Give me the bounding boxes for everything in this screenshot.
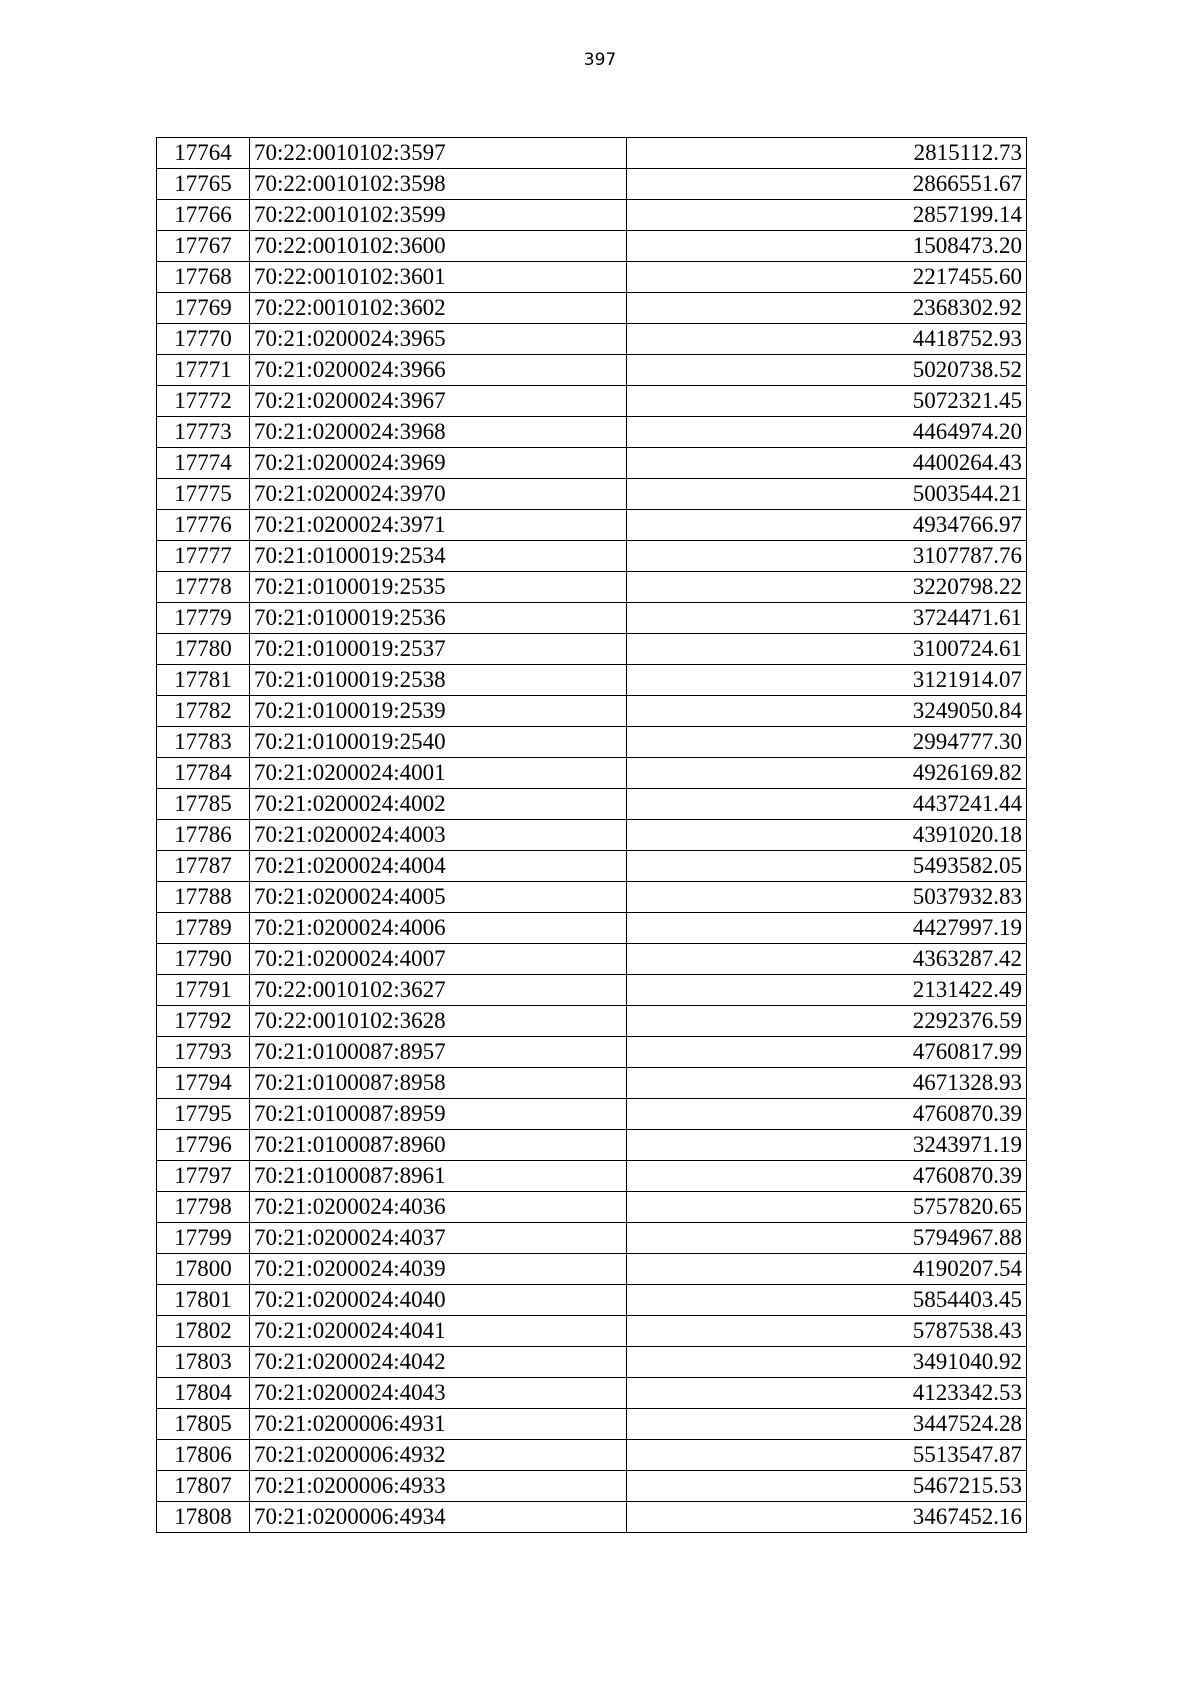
- row-number: 17802: [157, 1316, 250, 1347]
- cadastral-number: 70:21:0100019:2536: [250, 603, 627, 634]
- table-row: [157, 231, 1027, 262]
- row-number: 17801: [157, 1285, 250, 1316]
- cadastral-number: 70:21:0100087:8957: [250, 1037, 627, 1068]
- cadastral-number: 70:22:0010102:3601: [250, 262, 627, 293]
- cadastral-number: 70:21:0200024:4006: [250, 913, 627, 944]
- table-row: [157, 1068, 1027, 1099]
- cadastral-number: 70:21:0200006:4932: [250, 1440, 627, 1471]
- cadastral-number: 70:21:0100087:8960: [250, 1130, 627, 1161]
- cadastral-value: 4123342.53: [627, 1378, 1027, 1409]
- cadastral-value: 4464974.20: [627, 417, 1027, 448]
- cadastral-number: 70:21:0100019:2539: [250, 696, 627, 727]
- cadastral-number: 70:21:0200024:4040: [250, 1285, 627, 1316]
- cadastral-value: 4671328.93: [627, 1068, 1027, 1099]
- cadastral-value: 4400264.43: [627, 448, 1027, 479]
- table-row: [157, 851, 1027, 882]
- row-number: 17782: [157, 696, 250, 727]
- cadastral-number: 70:21:0200024:4004: [250, 851, 627, 882]
- table-row: [157, 262, 1027, 293]
- row-number: 17787: [157, 851, 250, 882]
- row-number: 17768: [157, 262, 250, 293]
- cadastral-number: 70:21:0200006:4931: [250, 1409, 627, 1440]
- cadastral-value: 4437241.44: [627, 789, 1027, 820]
- row-number: 17772: [157, 386, 250, 417]
- cadastral-value: 4363287.42: [627, 944, 1027, 975]
- row-number: 17791: [157, 975, 250, 1006]
- cadastral-number: 70:21:0200006:4933: [250, 1471, 627, 1502]
- cadastral-number: 70:22:0010102:3599: [250, 200, 627, 231]
- row-number: 17796: [157, 1130, 250, 1161]
- cadastral-value-table: [156, 137, 1027, 1533]
- cadastral-value: 2815112.73: [627, 138, 1027, 169]
- table-row: [157, 1471, 1027, 1502]
- table-row: [157, 479, 1027, 510]
- cadastral-number: 70:21:0100019:2537: [250, 634, 627, 665]
- row-number: 17778: [157, 572, 250, 603]
- cadastral-number: 70:21:0100087:8961: [250, 1161, 627, 1192]
- table-row: [157, 1409, 1027, 1440]
- cadastral-number: 70:21:0200024:3967: [250, 386, 627, 417]
- cadastral-value: 3107787.76: [627, 541, 1027, 572]
- cadastral-number: 70:21:0200024:3968: [250, 417, 627, 448]
- row-number: 17776: [157, 510, 250, 541]
- table-row: [157, 1099, 1027, 1130]
- row-number: 17774: [157, 448, 250, 479]
- cadastral-number: 70:21:0100019:2538: [250, 665, 627, 696]
- table-row: [157, 448, 1027, 479]
- row-number: 17790: [157, 944, 250, 975]
- row-number: 17767: [157, 231, 250, 262]
- table-row: [157, 355, 1027, 386]
- row-number: 17783: [157, 727, 250, 758]
- row-number: 17805: [157, 1409, 250, 1440]
- table-row: [157, 1440, 1027, 1471]
- cadastral-value: 1508473.20: [627, 231, 1027, 262]
- cadastral-number: 70:22:0010102:3628: [250, 1006, 627, 1037]
- row-number: 17808: [157, 1502, 250, 1533]
- cadastral-value: 3220798.22: [627, 572, 1027, 603]
- row-number: 17794: [157, 1068, 250, 1099]
- row-number: 17788: [157, 882, 250, 913]
- table-row: [157, 293, 1027, 324]
- cadastral-value: 3249050.84: [627, 696, 1027, 727]
- cadastral-value: 5003544.21: [627, 479, 1027, 510]
- table-row: [157, 975, 1027, 1006]
- cadastral-number: 70:21:0200024:3966: [250, 355, 627, 386]
- cadastral-value: 5493582.05: [627, 851, 1027, 882]
- table-row: [157, 1130, 1027, 1161]
- cadastral-number: 70:22:0010102:3627: [250, 975, 627, 1006]
- cadastral-number: 70:21:0200024:3971: [250, 510, 627, 541]
- table-row: [157, 820, 1027, 851]
- table-row: [157, 882, 1027, 913]
- row-number: 17769: [157, 293, 250, 324]
- cadastral-value: 5020738.52: [627, 355, 1027, 386]
- table-row: [157, 696, 1027, 727]
- row-number: 17800: [157, 1254, 250, 1285]
- row-number: 17781: [157, 665, 250, 696]
- row-number: 17780: [157, 634, 250, 665]
- cadastral-value: 4391020.18: [627, 820, 1027, 851]
- cadastral-number: 70:21:0200006:4934: [250, 1502, 627, 1533]
- table-row: [157, 510, 1027, 541]
- cadastral-value: 5467215.53: [627, 1471, 1027, 1502]
- cadastral-number: 70:21:0100019:2540: [250, 727, 627, 758]
- table-row: [157, 541, 1027, 572]
- row-number: 17792: [157, 1006, 250, 1037]
- cadastral-value: 4427997.19: [627, 913, 1027, 944]
- table-row: [157, 1223, 1027, 1254]
- cadastral-number: 70:21:0200024:4039: [250, 1254, 627, 1285]
- row-number: 17765: [157, 169, 250, 200]
- table-row: [157, 386, 1027, 417]
- cadastral-value: 2866551.67: [627, 169, 1027, 200]
- cadastral-number: 70:21:0200024:3969: [250, 448, 627, 479]
- row-number: 17807: [157, 1471, 250, 1502]
- table-row: [157, 417, 1027, 448]
- cadastral-number: 70:21:0100019:2534: [250, 541, 627, 572]
- table-row: [157, 572, 1027, 603]
- cadastral-value: 3447524.28: [627, 1409, 1027, 1440]
- table-row: [157, 1037, 1027, 1068]
- table-row: [157, 1316, 1027, 1347]
- cadastral-number: 70:22:0010102:3600: [250, 231, 627, 262]
- cadastral-number: 70:21:0200024:4041: [250, 1316, 627, 1347]
- page-number: 397: [583, 50, 617, 70]
- row-number: 17785: [157, 789, 250, 820]
- cadastral-value: 2292376.59: [627, 1006, 1027, 1037]
- row-number: 17795: [157, 1099, 250, 1130]
- table-row: [157, 169, 1027, 200]
- cadastral-number: 70:21:0200024:4005: [250, 882, 627, 913]
- cadastral-value: 4190207.54: [627, 1254, 1027, 1285]
- cadastral-value: 5513547.87: [627, 1440, 1027, 1471]
- cadastral-value: 4760870.39: [627, 1099, 1027, 1130]
- table-row: [157, 1192, 1027, 1223]
- cadastral-value: 4926169.82: [627, 758, 1027, 789]
- row-number: 17806: [157, 1440, 250, 1471]
- cadastral-value: 2217455.60: [627, 262, 1027, 293]
- cadastral-number: 70:22:0010102:3598: [250, 169, 627, 200]
- table-row: [157, 665, 1027, 696]
- cadastral-value: 3724471.61: [627, 603, 1027, 634]
- cadastral-value: 4760817.99: [627, 1037, 1027, 1068]
- cadastral-number: 70:21:0200024:3965: [250, 324, 627, 355]
- table-row: [157, 1285, 1027, 1316]
- table-row: [157, 634, 1027, 665]
- row-number: 17797: [157, 1161, 250, 1192]
- cadastral-number: 70:22:0010102:3597: [250, 138, 627, 169]
- row-number: 17798: [157, 1192, 250, 1223]
- row-number: 17799: [157, 1223, 250, 1254]
- row-number: 17777: [157, 541, 250, 572]
- table-row: [157, 138, 1027, 169]
- table-row: [157, 758, 1027, 789]
- cadastral-value: 3243971.19: [627, 1130, 1027, 1161]
- cadastral-value: 5794967.88: [627, 1223, 1027, 1254]
- table-row: [157, 200, 1027, 231]
- table-row: [157, 789, 1027, 820]
- row-number: 17803: [157, 1347, 250, 1378]
- cadastral-number: 70:21:0200024:4001: [250, 758, 627, 789]
- cadastral-number: 70:21:0200024:4042: [250, 1347, 627, 1378]
- cadastral-value: 4934766.97: [627, 510, 1027, 541]
- row-number: 17771: [157, 355, 250, 386]
- row-number: 17784: [157, 758, 250, 789]
- cadastral-value: 2857199.14: [627, 200, 1027, 231]
- row-number: 17770: [157, 324, 250, 355]
- row-number: 17786: [157, 820, 250, 851]
- cadastral-number: 70:22:0010102:3602: [250, 293, 627, 324]
- cadastral-value: 5854403.45: [627, 1285, 1027, 1316]
- cadastral-value: 2994777.30: [627, 727, 1027, 758]
- row-number: 17764: [157, 138, 250, 169]
- table-row: [157, 1347, 1027, 1378]
- row-number: 17779: [157, 603, 250, 634]
- cadastral-value: 3467452.16: [627, 1502, 1027, 1533]
- cadastral-value: 5757820.65: [627, 1192, 1027, 1223]
- cadastral-value: 3491040.92: [627, 1347, 1027, 1378]
- cadastral-value: 2368302.92: [627, 293, 1027, 324]
- table-row: [157, 324, 1027, 355]
- cadastral-value: 4418752.93: [627, 324, 1027, 355]
- table-row: [157, 944, 1027, 975]
- cadastral-value: 5037932.83: [627, 882, 1027, 913]
- cadastral-value: 3100724.61: [627, 634, 1027, 665]
- table-row: [157, 1161, 1027, 1192]
- cadastral-number: 70:21:0200024:4007: [250, 944, 627, 975]
- table-row: [157, 1378, 1027, 1409]
- cadastral-number: 70:21:0100019:2535: [250, 572, 627, 603]
- row-number: 17775: [157, 479, 250, 510]
- cadastral-number: 70:21:0100087:8958: [250, 1068, 627, 1099]
- cadastral-number: 70:21:0200024:4043: [250, 1378, 627, 1409]
- cadastral-number: 70:21:0100087:8959: [250, 1099, 627, 1130]
- row-number: 17804: [157, 1378, 250, 1409]
- cadastral-number: 70:21:0200024:4003: [250, 820, 627, 851]
- table-row: [157, 1254, 1027, 1285]
- row-number: 17766: [157, 200, 250, 231]
- row-number: 17773: [157, 417, 250, 448]
- cadastral-number: 70:21:0200024:4036: [250, 1192, 627, 1223]
- row-number: 17793: [157, 1037, 250, 1068]
- table-row: [157, 1006, 1027, 1037]
- cadastral-number: 70:21:0200024:4002: [250, 789, 627, 820]
- cadastral-value: 5787538.43: [627, 1316, 1027, 1347]
- table-row: [157, 727, 1027, 758]
- cadastral-value: 3121914.07: [627, 665, 1027, 696]
- table-row: [157, 1502, 1027, 1533]
- cadastral-value: 5072321.45: [627, 386, 1027, 417]
- row-number: 17789: [157, 913, 250, 944]
- table-body: [157, 138, 1027, 1533]
- table-row: [157, 603, 1027, 634]
- cadastral-number: 70:21:0200024:4037: [250, 1223, 627, 1254]
- table-row: [157, 913, 1027, 944]
- cadastral-number: 70:21:0200024:3970: [250, 479, 627, 510]
- cadastral-value: 2131422.49: [627, 975, 1027, 1006]
- cadastral-value: 4760870.39: [627, 1161, 1027, 1192]
